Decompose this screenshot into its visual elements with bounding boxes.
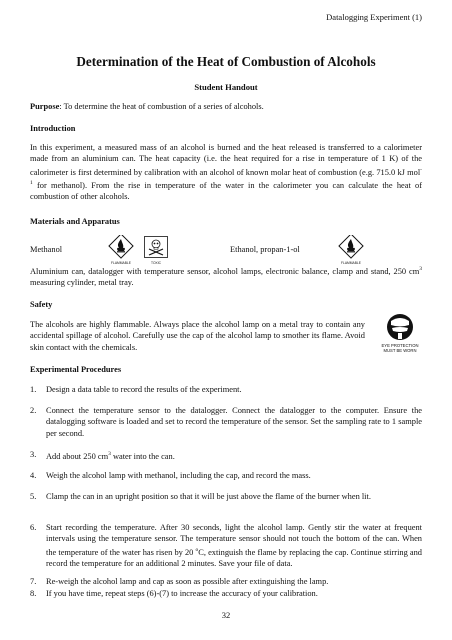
ethanol-propanol-label: Ethanol, propan-1-ol: [230, 245, 300, 254]
procedure-step-4: 4. Weigh the alcohol lamp with methanol, including the cap, and record the mass.: [30, 471, 311, 480]
purpose-label: Purpose: [30, 102, 60, 111]
safety-text: The alcohols are highly flammable. Always place the alcohol lamp on a metal tray to contain any accidental spillage of alcohol. Carefully use the cap of the alcohol lamp to smother its flame. Avoid skin contact with the chemicals.: [30, 320, 365, 352]
running-header: Datalogging Experiment (1): [326, 12, 422, 22]
safety-heading: Safety: [30, 300, 53, 309]
introduction-text: In this experiment, a measured mass of an alcohol is burned and the heat released is transferred to a calorimeter made from an aluminium can. The heat capacity (i.e. the heat required for a rise in temperature of 1 K) of the calorimeter is first determined by calibration with an alcohol of known molar heat of combustion (e.g. 715.0 kJ mol$^{-1}$ for methanol). From the rise in temperature of the water in the calorimeter you can calculate the heat of combustion of other alcohols.: [30, 143, 422, 201]
flammable-icon: FLAMMABLE: [338, 235, 364, 265]
procedure-step-2: 2. Connect the temperature sensor to the datalogger. Connect the datalogger to the computer. Ensure the datalogging software is loaded and set to record the temperature of the sensor. Set the sampling rate to 1 sample per second.: [30, 406, 422, 438]
procedure-step-6: 6. Start recording the temperature. After 30 seconds, light the alcohol lamp. Gently stir the water at frequent intervals using the temperature sensor. The temperature sensor should not touch the bottom of the can. When the temperature of the water has risen by 20 $^o$C, extinguish the flame by replacing the cap. Continue stirring and record the temperature for an additional 2 minutes. Save your file of data.: [30, 523, 422, 568]
purpose-line: [30, 101, 422, 112]
procedure-step-5: 5. Clamp the can in an upright position so that it will be just above the flame of the burner when lit.: [30, 492, 371, 501]
purpose-text: : To determine the heat of combustion of a series of alcohols.: [59, 102, 264, 111]
materials-heading: Materials and Apparatus: [30, 217, 120, 226]
procedures-heading: Experimental Procedures: [30, 365, 122, 374]
subtitle: Student Handout: [194, 82, 258, 92]
eye-protection-icon: EYE PROTECTION MUST BE WORN: [378, 313, 422, 353]
page-number: 32: [221, 610, 231, 620]
methanol-label: Methanol: [30, 245, 63, 254]
toxic-icon: TOXIC: [143, 235, 169, 265]
flammable-icon: FLAMMABLE: [108, 235, 134, 265]
introduction-heading: Introduction: [30, 124, 76, 133]
materials-text: Aluminium can, datalogger with temperature sensor, alcohol lamps, electronic balance, clamp and stand, 250 $cm^3$ measuring cylinder, metal tray.: [30, 266, 422, 288]
procedure-step-3: 3. Add about 250 $cm^3$ water into the can.: [30, 450, 175, 461]
procedure-step-8: 8. If you have time, repeat steps (6)-(7) to increase the accuracy of your calibration.: [30, 589, 318, 598]
page-title: Determination of the Heat of Combustion of Alcohols: [76, 54, 376, 69]
procedure-step-1: 1. Design a data table to record the results of the experiment.: [30, 385, 242, 394]
procedure-step-7: 7. Re-weigh the alcohol lamp and cap as soon as possible after extinguishing the lamp.: [30, 577, 329, 586]
